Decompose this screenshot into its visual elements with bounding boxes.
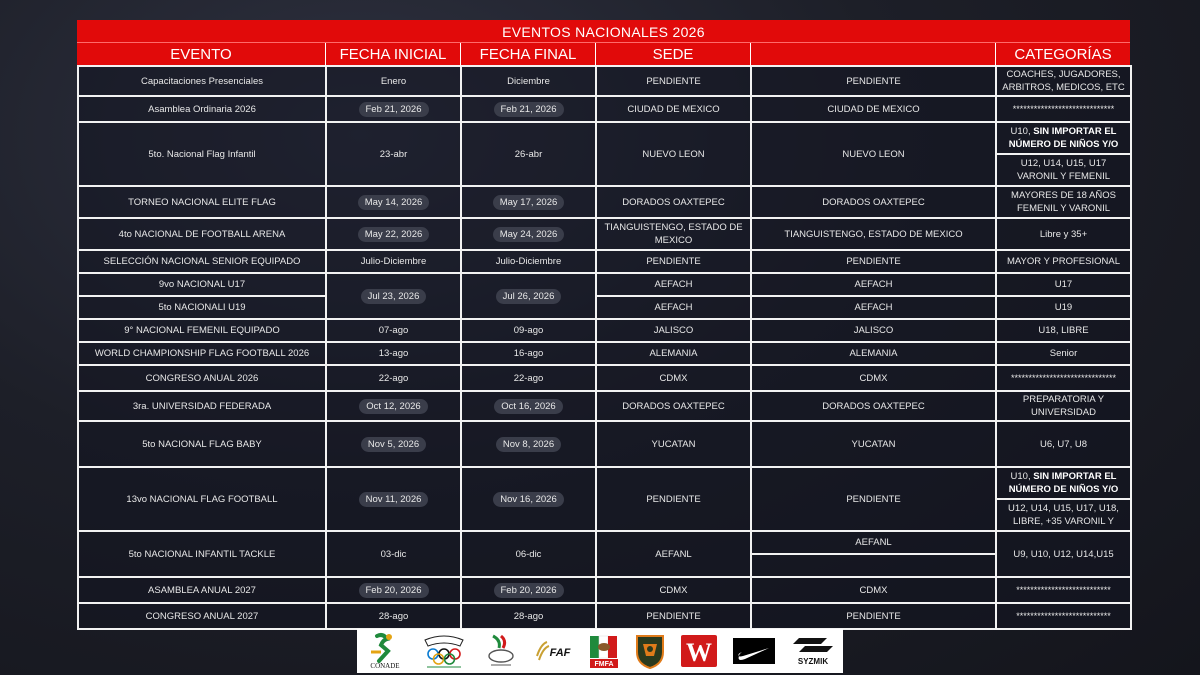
cell-fecha-final [461,391,596,421]
categorias-note: SIN IMPORTAR EL NÚMERO DE NIÑOS Y/O [1008,471,1119,495]
cell-evento: 5to. Nacional Flag Infantil [78,122,326,186]
svg-text:FMFA: FMFA [594,661,614,668]
cell-categorias: ****************************** [996,365,1131,391]
table-header [77,42,1130,65]
cell-fecha-inicial [326,391,461,421]
cell-sede: PENDIENTE [596,603,751,629]
cell-sede: ALEMANIA [596,342,751,365]
date-pill: Nov 5, 2026 [361,437,426,452]
date-pill: May 17, 2026 [493,195,565,210]
cell-categorias [996,122,1131,186]
cell-fecha-final [461,421,596,467]
cell-sede-detalle: PENDIENTE [751,66,996,96]
cell-evento: Asamblea Ordinaria 2026 [78,96,326,122]
cell-fecha-final [461,273,596,319]
table-row [78,342,1131,365]
categorias-top [997,468,1130,500]
cell-sede-detalle: CDMX [751,365,996,391]
table-row [78,421,1131,467]
cell-evento: SELECCIÓN NACIONAL SENIOR EQUIPADO [78,250,326,273]
nike-logo [731,632,777,670]
cell-sede: AEFACH [596,296,751,319]
table-row [78,319,1131,342]
cell-sede-detalle: JALISCO [751,319,996,342]
cell-fecha-inicial [326,421,461,467]
cell-fecha-final [461,218,596,250]
cell-evento: ASAMBLEA ANUAL 2027 [78,577,326,603]
cell-categorias: PREPARATORIA Y UNIVERSIDAD [996,391,1131,421]
cell-fecha-inicial [326,273,461,319]
sede-detalle-bottom [752,555,995,576]
cell-categorias: U6, U7, U8 [996,421,1131,467]
cell-sede-detalle: CDMX [751,577,996,603]
cell-evento: 5to NACIONAL INFANTIL TACKLE [78,531,326,577]
cell-fecha-final: 16-ago [461,342,596,365]
cell-fecha-inicial: 22-ago [326,365,461,391]
cell-evento: 13vo NACIONAL FLAG FOOTBALL [78,467,326,531]
date-pill: Oct 12, 2026 [359,399,427,414]
cell-evento: 5to NACIONAL FLAG BABY [78,421,326,467]
cell-sede: DORADOS OAXTEPEC [596,391,751,421]
cell-sede-detalle: YUCATAN [751,421,996,467]
cell-sede-detalle: CIUDAD DE MEXICO [751,96,996,122]
header-sede: SEDE [595,43,750,67]
cell-evento: 9vo NACIONAL U17 [78,273,326,296]
cell-fecha-inicial [326,218,461,250]
cell-fecha-inicial: 07-ago [326,319,461,342]
header-sede-detalle [750,43,995,67]
date-pill: May 24, 2026 [493,227,565,242]
table-row [78,186,1131,218]
cell-categorias: Libre y 35+ [996,218,1131,250]
cell-sede: PENDIENTE [596,467,751,531]
table-row [78,391,1131,421]
cell-evento: TORNEO NACIONAL ELITE FLAG [78,186,326,218]
cell-fecha-final [461,577,596,603]
categorias-bottom: U12, U14, U15, U17, U18, LIBRE, +35 VARONIL Y [1008,503,1119,527]
table-row [78,467,1131,531]
cell-categorias: *************************** [996,577,1131,603]
date-pill: Nov 16, 2026 [493,492,564,507]
cell-fecha-final: Diciembre [461,66,596,96]
cell-categorias: U17 [996,273,1131,296]
cell-fecha-final: 09-ago [461,319,596,342]
cell-fecha-inicial [326,96,461,122]
table-row [78,122,1131,186]
cell-sede: CDMX [596,577,751,603]
cell-fecha-final: 26-abr [461,122,596,186]
table-row [78,218,1131,250]
cell-sede-detalle: PENDIENTE [751,603,996,629]
table-row [78,531,1131,577]
svg-text:FAF: FAF [549,647,571,659]
cell-sede: AEFACH [596,273,751,296]
svg-text:SYZMIK: SYZMIK [797,657,829,666]
cell-categorias: U18, LIBRE [996,319,1131,342]
fmfa-logo [587,632,621,670]
sede-detalle-top: AEFANL [752,532,995,555]
date-pill: Feb 20, 2026 [494,583,564,598]
cell-sede-detalle: NUEVO LEON [751,122,996,186]
cell-categorias: ***************************** [996,96,1131,122]
table-row [78,365,1131,391]
date-pill: May 14, 2026 [358,195,430,210]
cell-fecha-inicial [326,467,461,531]
categorias-ages: U10, [1010,126,1034,137]
cell-evento: Capacitaciones Presenciales [78,66,326,96]
cell-sede: YUCATAN [596,421,751,467]
cell-categorias: MAYOR Y PROFESIONAL [996,250,1131,273]
cell-sede: CDMX [596,365,751,391]
cell-fecha-inicial [326,577,461,603]
federation-logo [481,632,521,670]
header-categorias: CATEGORÍAS [995,43,1130,67]
cell-evento: 4to NACIONAL DE FOOTBALL ARENA [78,218,326,250]
events-board [77,20,1130,630]
cell-categorias: *************************** [996,603,1131,629]
cell-fecha-final: Julio-Diciembre [461,250,596,273]
date-pill: Jul 26, 2026 [496,289,562,304]
cell-sede-detalle: AEFACH [751,296,996,319]
cell-categorias [996,467,1131,531]
date-pill: Nov 11, 2026 [359,492,429,507]
cell-evento: 3ra. UNIVERSIDAD FEDERADA [78,391,326,421]
categorias-top [997,123,1130,155]
olympic-committee-logo [419,632,469,670]
cell-sede: PENDIENTE [596,66,751,96]
cell-sede-detalle: DORADOS OAXTEPEC [751,186,996,218]
table-row [78,603,1131,629]
cell-fecha-final: 28-ago [461,603,596,629]
date-pill: Nov 8, 2026 [496,437,561,452]
faf-logo [533,632,575,670]
cell-sede-detalle [751,531,996,577]
cell-evento: WORLD CHAMPIONSHIP FLAG FOOTBALL 2026 [78,342,326,365]
cell-sede-detalle: DORADOS OAXTEPEC [751,391,996,421]
events-table [77,65,1132,630]
cell-fecha-final [461,96,596,122]
svg-text:CONADE: CONADE [370,662,400,670]
cell-categorias: U9, U10, U12, U14,U15 [996,531,1131,577]
date-pill: Feb 21, 2026 [359,102,429,117]
categorias-ages: U10, [1010,471,1034,482]
cell-sede: AEFANL [596,531,751,577]
table-row [78,296,1131,319]
cell-sede: PENDIENTE [596,250,751,273]
categorias-note: SIN IMPORTAR EL NÚMERO DE NIÑOS Y/O [1008,126,1119,150]
date-pill: May 22, 2026 [358,227,430,242]
cell-fecha-final: 06-dic [461,531,596,577]
shield-logo [633,632,667,670]
sponsor-logos [357,629,843,673]
cell-evento: CONGRESO ANUAL 2026 [78,365,326,391]
svg-text:W: W [686,638,712,667]
cell-fecha-inicial: 23-abr [326,122,461,186]
cell-fecha-inicial: 28-ago [326,603,461,629]
page-title: EVENTOS NACIONALES 2026 [77,20,1130,42]
conade-logo [363,632,407,670]
cell-fecha-inicial: 13-ago [326,342,461,365]
cell-categorias: MAYORES DE 18 AÑOS FEMENIL Y VARONIL [996,186,1131,218]
date-pill: Jul 23, 2026 [361,289,427,304]
cell-sede-detalle: ALEMANIA [751,342,996,365]
cell-sede-detalle: TIANGUISTENGO, ESTADO DE MEXICO [751,218,996,250]
table-row [78,273,1131,296]
cell-fecha-inicial [326,186,461,218]
wilson-logo [679,632,719,670]
cell-fecha-final: 22-ago [461,365,596,391]
date-pill: Feb 20, 2026 [359,583,429,598]
date-pill: Oct 16, 2026 [494,399,562,414]
cell-sede-detalle: PENDIENTE [751,467,996,531]
categorias-bottom: U12, U14, U15, U17 VARONIL Y FEMENIL [1016,158,1111,182]
cell-sede: CIUDAD DE MEXICO [596,96,751,122]
cell-sede: JALISCO [596,319,751,342]
cell-sede-detalle: PENDIENTE [751,250,996,273]
cell-categorias: Senior [996,342,1131,365]
cell-fecha-inicial: 03-dic [326,531,461,577]
date-pill: Feb 21, 2026 [494,102,564,117]
cell-evento: 9° NACIONAL FEMENIL EQUIPADO [78,319,326,342]
cell-categorias: COACHES, JUGADORES, ARBITROS, MEDICOS, ETC [996,66,1131,96]
cell-sede-detalle: AEFACH [751,273,996,296]
header-fecha-final: FECHA FINAL [460,43,595,67]
header-evento: EVENTO [170,46,232,63]
cell-fecha-final [461,467,596,531]
cell-categorias: U19 [996,296,1131,319]
cell-fecha-final [461,186,596,218]
syzmik-logo [789,632,837,670]
cell-sede: DORADOS OAXTEPEC [596,186,751,218]
cell-fecha-inicial: Julio-Diciembre [326,250,461,273]
header-fecha-inicial: FECHA INICIAL [325,43,460,67]
cell-sede: NUEVO LEON [596,122,751,186]
table-row [78,250,1131,273]
table-row [78,96,1131,122]
cell-sede: TIANGUISTENGO, ESTADO DE MEXICO [596,218,751,250]
table-row [78,66,1131,96]
table-row [78,577,1131,603]
cell-fecha-inicial: Enero [326,66,461,96]
cell-evento: CONGRESO ANUAL 2027 [78,603,326,629]
cell-evento: 5to NACIONALI U19 [78,296,326,319]
